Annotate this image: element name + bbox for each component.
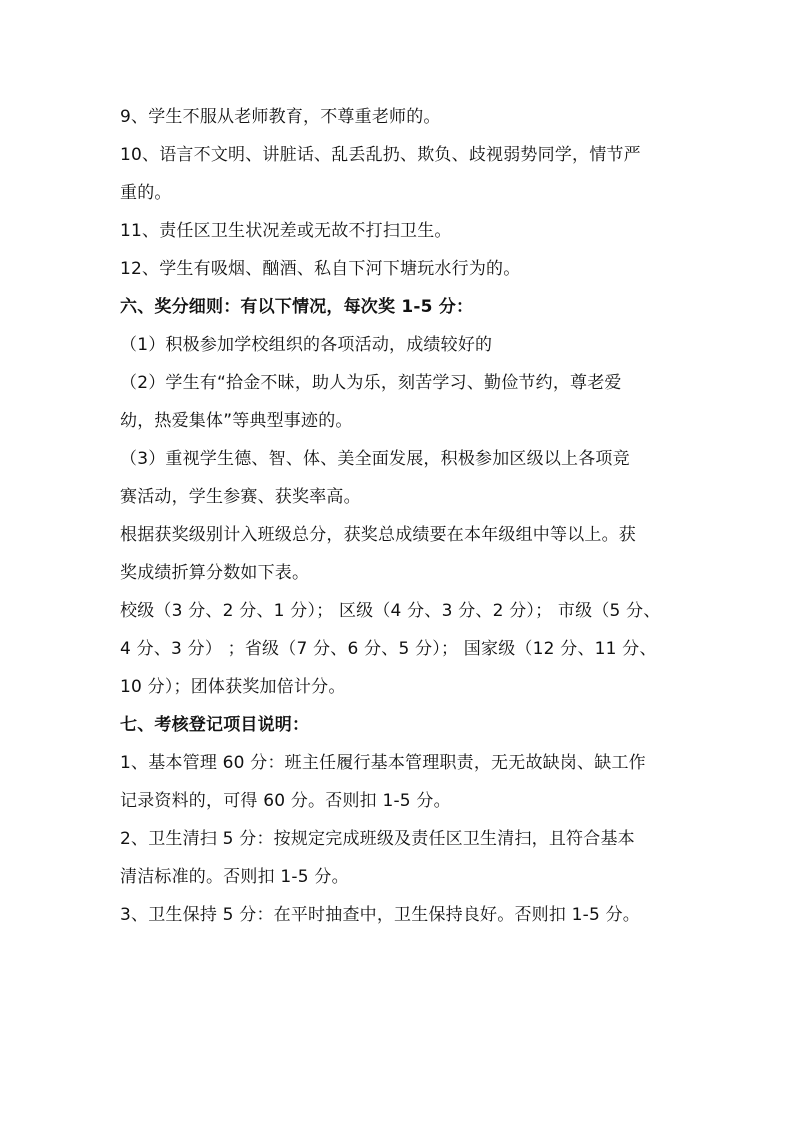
bonus-item-2-continued: 幼，热爱集体”等典型事迹的。 bbox=[120, 411, 353, 431]
rule-item-10: 10、语言不文明、讲脏话、乱丢乱扔、欺负、歧视弱势同学，情节严 bbox=[120, 145, 641, 165]
award-scoring-paragraph: 根据获奖级别计入班级总分，获奖总成绩要在本年级组中等以上。获 bbox=[120, 525, 636, 545]
award-scoring-paragraph-continued: 奖成绩折算分数如下表。 bbox=[120, 563, 310, 583]
rule-item-9: 9、学生不服从老师教育，不尊重老师的。 bbox=[120, 107, 441, 127]
bonus-item-3-continued: 赛活动，学生参赛、获奖率高。 bbox=[120, 487, 361, 507]
assessment-item-2: 2、卫生清扫 5 分：按规定完成班级及责任区卫生清扫，且符合基本 bbox=[120, 829, 635, 849]
bonus-item-2: （2）学生有“拾金不昧，助人为乐，刻苦学习、勤俭节约，尊老爱 bbox=[120, 373, 622, 393]
assessment-item-2-continued: 清洁标准的。否则扣 1-5 分。 bbox=[120, 867, 349, 887]
award-levels-line-3: 10 分）；团体获奖加倍计分。 bbox=[120, 677, 346, 697]
rule-item-10-continued: 重的。 bbox=[120, 183, 172, 203]
bonus-item-1: （1）积极参加学校组织的各项活动，成绩较好的 bbox=[120, 335, 493, 355]
rule-item-12: 12、学生有吸烟、酗酒、私自下河下塘玩水行为的。 bbox=[120, 259, 521, 279]
assessment-item-3: 3、卫生保持 5 分：在平时抽查中，卫生保持良好。否则扣 1-5 分。 bbox=[120, 905, 641, 925]
section-heading-bonus-rules: 六、奖分细则：有以下情况，每次奖 1-5 分： bbox=[120, 297, 474, 317]
assessment-item-1-continued: 记录资料的，可得 60 分。否则扣 1-5 分。 bbox=[120, 791, 451, 811]
bonus-item-3: （3）重视学生德、智、体、美全面发展，积极参加区级以上各项竞 bbox=[120, 449, 630, 469]
award-levels-line-1: 校级（3 分、2 分、1 分）； 区级（4 分、3 分、2 分）； 市级（5 分、 bbox=[120, 601, 661, 621]
award-levels-line-2: 4 分、3 分） ；省级（7 分、6 分、5 分）； 国家级（12 分、11 分、 bbox=[120, 639, 657, 659]
rule-item-11: 11、责任区卫生状况差或无故不打扫卫生。 bbox=[120, 221, 452, 241]
section-heading-assessment-items: 七、考核登记项目说明： bbox=[120, 715, 310, 735]
assessment-item-1: 1、基本管理 60 分：班主任履行基本管理职责，无无故缺岗、缺工作 bbox=[120, 753, 646, 773]
document-page bbox=[120, 98, 680, 934]
